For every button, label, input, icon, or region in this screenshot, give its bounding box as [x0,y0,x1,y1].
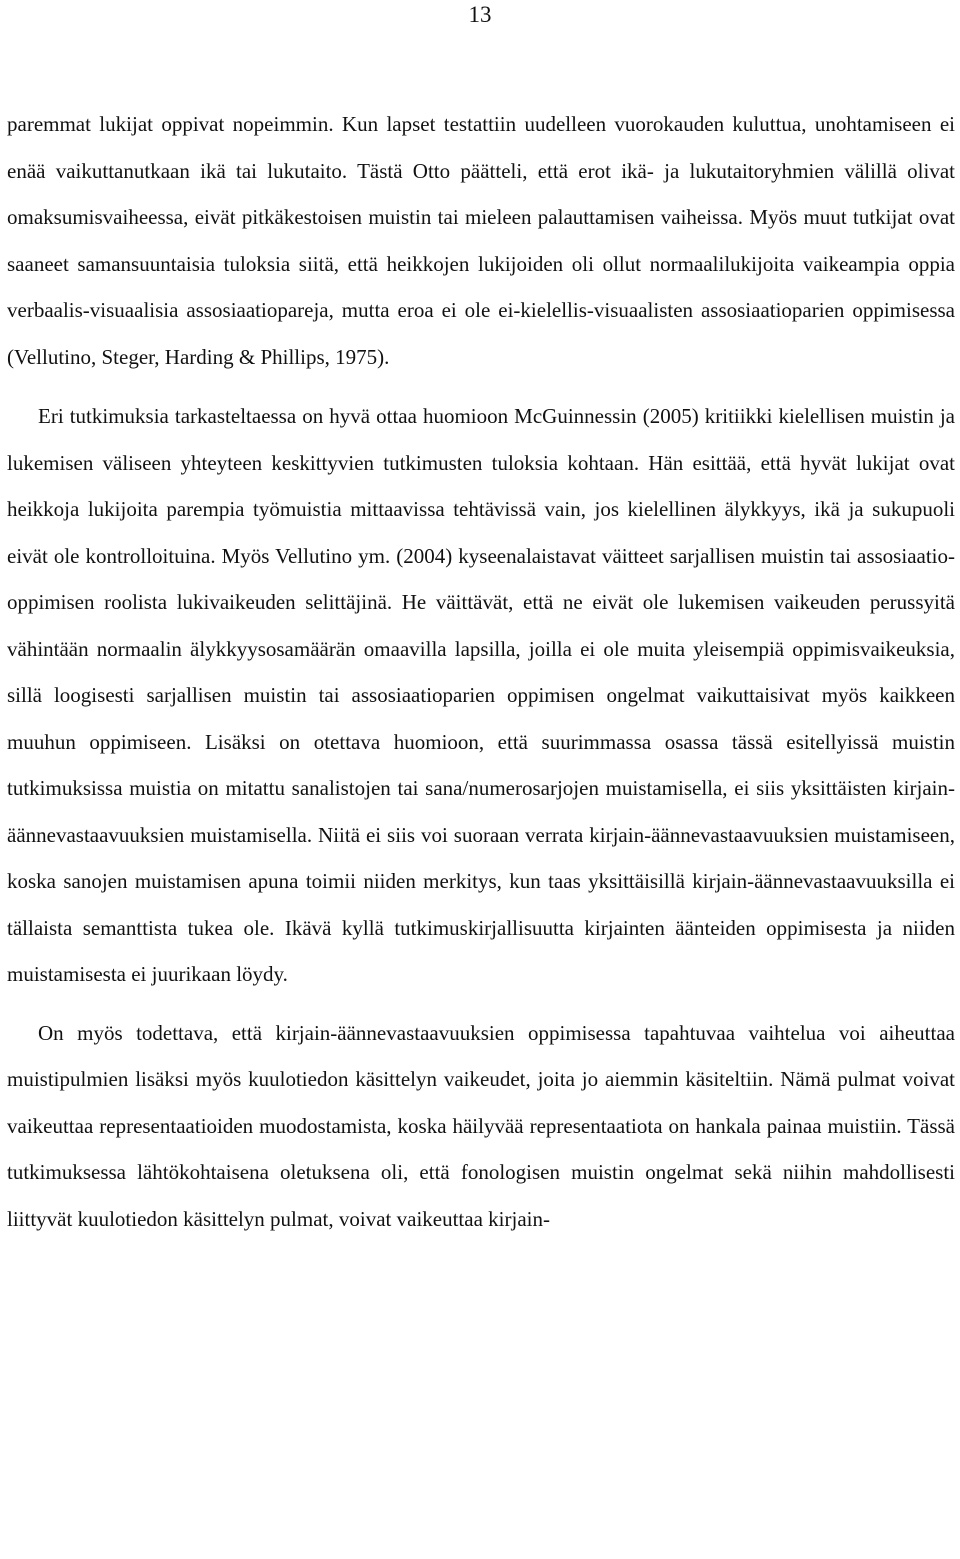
paragraph-spacer [7,998,955,1010]
page-number: 13 [468,2,492,27]
paragraph-spacer [7,380,955,393]
page-body [7,101,955,1242]
paragraph-1-part-3: Myös muut tutkijat ovat saaneet samansuuntaisia tuloksia siitä, että heikkojen lukijoiden oli ollut normaalilukijoita vaikeampia oppia verbaalis-visuaalisia assosiaatiopareja, mutta eroa ei ole ei-kielellis-visuaalisten assosiaatioparien oppimisessa (Vellutino, Steger, Harding & Phillips, 1975). [7,205,955,369]
paragraph-1-part-1: paremmat lukijat oppivat nopeimmin. Kun lapset testattiin uudelleen vuorokauden kuluttua, unohtamiseen ei enää vaikuttanutkaan ikä tai lukutaito. [7,112,955,183]
paragraph-3: On myös todettava, että kirjain-äännevastaavuuksien oppimisessa tapahtuvaa vaihtelua voi aiheuttaa muistipulmien lisäksi myös kuulotiedon käsittelyn vaikeudet, joita jo aiemmin käsiteltiin. Nämä pulmat voivat vaikeuttaa representaatioiden muodostamista, koska häilyvää representaatiota on hankala painaa muistiin. Tässä tutkimuksessa lähtökohtaisena oletuksena oli, että fonologisen muistin ongelmat sekä niihin mahdollisesti liittyvät kuulotiedon käsittelyn pulmat, voivat vaikeuttaa kirjain- [7,1020,955,1231]
paragraph-1-part-2: Tästä Otto päätteli, että erot ikä- ja lukutaitoryhmien välillä olivat omaksumisvaiheessa, eivät pitkäkestoisen muistin tai mieleen palauttamisen vaiheissa. [7,158,955,229]
paragraph-2: Eri tutkimuksia tarkasteltaessa on hyvä ottaa huomioon McGuinnessin (2005) kritiikki kielellisen muistin ja lukemisen väliseen yhteyteen keskittyvien tutkimusten tuloksia kohtaan. Hän esittää, että hyvät lukijat ovat heikkoja lukijoita parempia työmuistia mittaavissa tehtävissä vain, jos kielellinen älykkyys, ikä ja sukupuoli eivät ole kontrolloituina. Myös Vellutino ym. (2004) kyseenalaistavat väitteet sarjallisen muistin tai assosiaatio-oppimisen roolista lukivaikeuden selittäjinä. He väittävät, että ne eivät ole lukemisen vaikeuden perussyitä vähintään normaalin älykkyysosamäärän omaavilla lapsilla, joilla ei ole muita yleisempiä oppimisvaikeuksia, sillä loogisesti sarjallisen muistin tai assosiaatioparien oppimisen ongelmat vaikuttaisivat myös kaikkeen muuhun oppimiseen. Lisäksi on otettava huomioon, että suurimmassa osassa tässä esitellyissä muistin tutkimuksissa muistia on mitattu sanalistojen tai sana/numerosarjojen muistamisella, ei siis yksittäisten kirjain-äännevastaavuuksien muistamisella. Niitä ei siis voi suoraan verrata kirjain-äännevastaavuuksien muistamiseen, koska sanojen muistamisen apuna toimii niiden merkitys, kun taas yksittäisillä kirjain-äännevastaavuuksilla ei tällaista semanttista tukea ole. Ikävä kyllä tutkimuskirjallisuutta kirjainten äänteiden oppimisesta ja niiden muistamisesta ei juurikaan löydy. [7,404,955,986]
paragraph-1 [7,101,955,380]
